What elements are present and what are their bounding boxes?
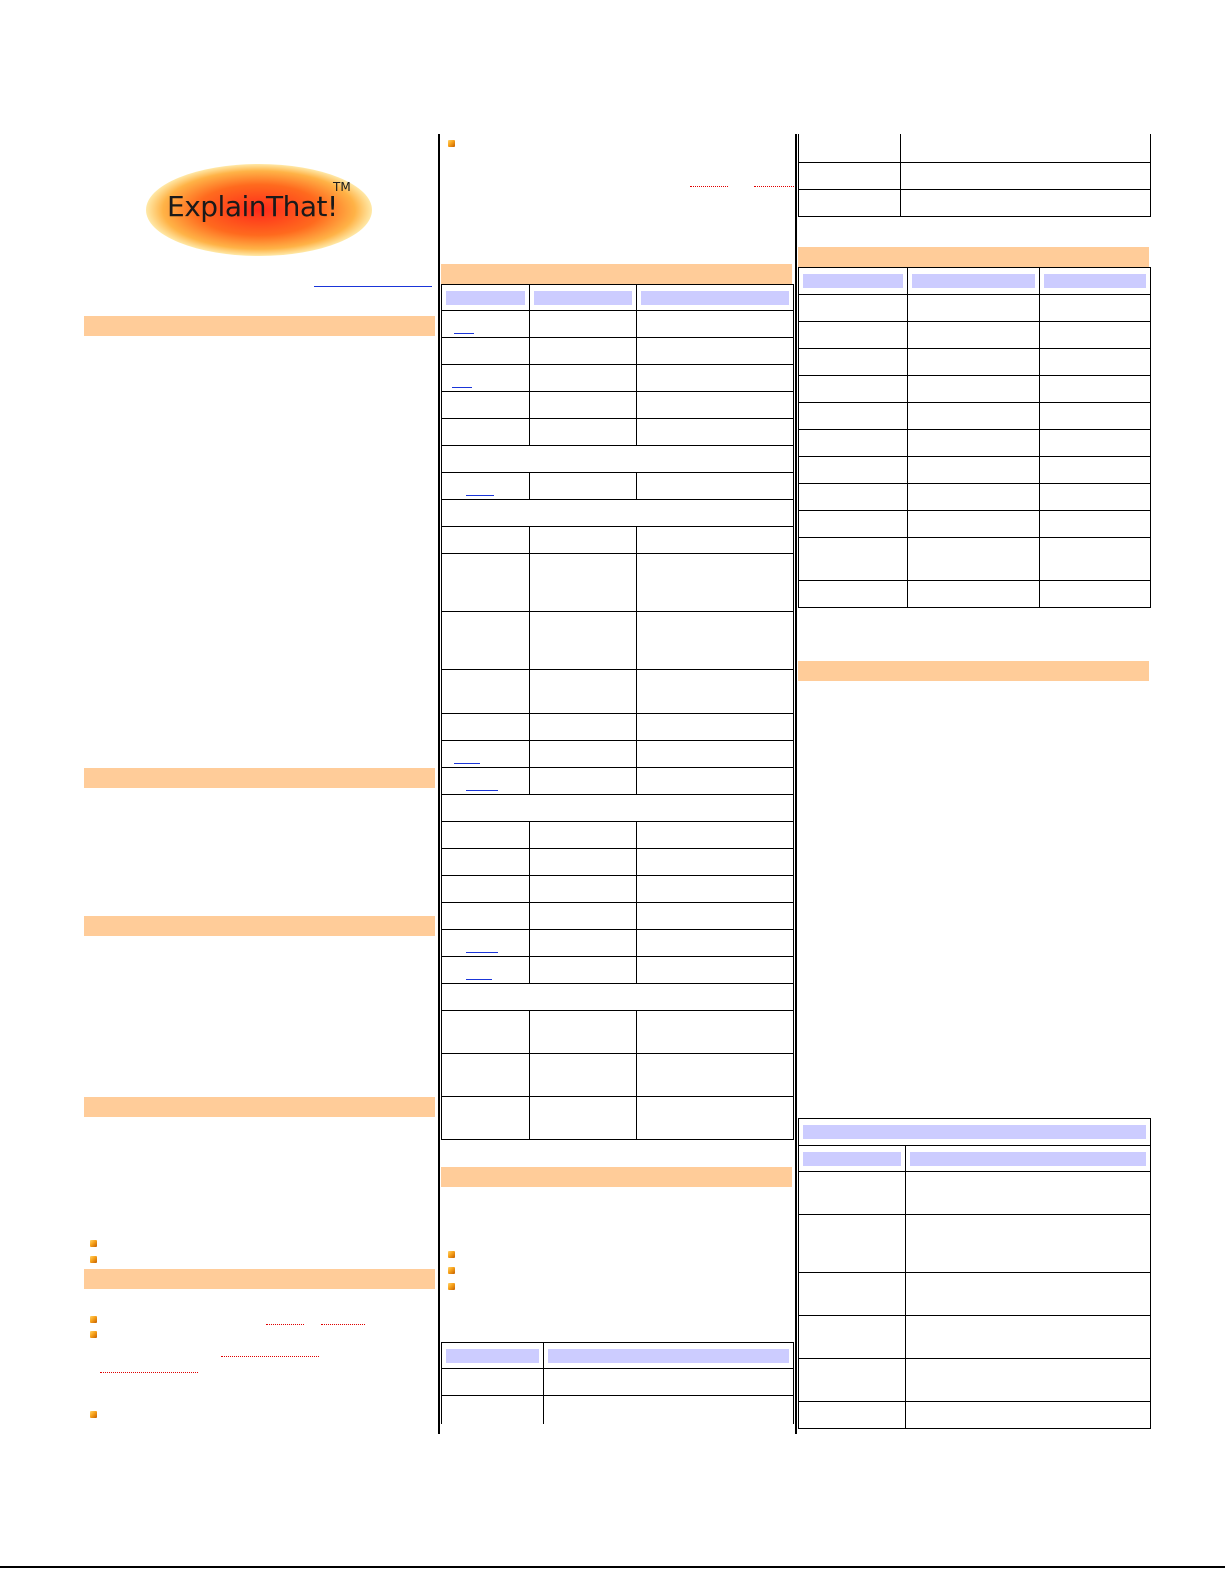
list-bullet — [90, 1411, 97, 1418]
table-row — [442, 527, 794, 554]
section-band-1 — [84, 316, 435, 336]
table-link[interactable] — [454, 755, 480, 764]
table-header-cell — [799, 1146, 906, 1172]
table-row — [442, 392, 794, 419]
table-row — [799, 1316, 1151, 1359]
table-row — [442, 876, 794, 903]
table-header-cell — [544, 1343, 794, 1369]
table-row — [799, 322, 1151, 349]
table-row — [442, 365, 794, 392]
table-row — [442, 338, 794, 365]
table-row — [799, 134, 1151, 162]
table-link[interactable] — [466, 782, 498, 791]
table-row — [799, 1402, 1151, 1429]
table-row — [799, 1172, 1151, 1215]
table-row — [442, 1396, 794, 1424]
table-row — [442, 670, 794, 714]
broken-link[interactable] — [266, 1324, 304, 1325]
table-link[interactable] — [452, 379, 472, 388]
broken-link[interactable] — [754, 186, 794, 187]
table-header-cell — [442, 1343, 544, 1369]
list-bullet — [90, 1331, 97, 1338]
section-band-3 — [84, 916, 435, 936]
table-row — [799, 484, 1151, 511]
broken-link[interactable] — [221, 1356, 319, 1357]
table-link[interactable] — [466, 971, 492, 980]
table-row — [442, 768, 794, 795]
data-table-right-bottom — [798, 1118, 1151, 1429]
table-row — [442, 714, 794, 741]
data-table-main — [441, 284, 794, 1140]
table-row — [442, 554, 794, 612]
table-row — [799, 1215, 1151, 1273]
list-bullet — [90, 1256, 97, 1263]
table-header-cell — [637, 285, 794, 311]
section-band-4 — [84, 1097, 435, 1117]
table-link[interactable] — [454, 325, 474, 334]
table-row — [442, 957, 794, 984]
header-link[interactable] — [314, 286, 432, 287]
section-band-5 — [84, 1269, 435, 1289]
section-band-right-2 — [798, 661, 1149, 681]
table-row — [442, 612, 794, 670]
logo[interactable] — [145, 160, 373, 256]
logo-text: ExplainThat! — [167, 190, 338, 223]
section-band-middle-lower — [441, 1167, 792, 1187]
table-row — [799, 403, 1151, 430]
table-row — [799, 457, 1151, 484]
table-row — [799, 1359, 1151, 1402]
data-table-right-top — [798, 134, 1151, 217]
column-divider-right — [795, 134, 797, 1434]
table-row — [799, 581, 1151, 608]
logo-trademark: TM — [333, 180, 351, 194]
section-band-right-1 — [798, 247, 1149, 267]
section-band-2 — [84, 768, 435, 788]
table-row — [442, 446, 794, 473]
table-row — [442, 849, 794, 876]
table-header-cell — [906, 1146, 1151, 1172]
table-row — [442, 1097, 794, 1140]
table-row — [799, 1273, 1151, 1316]
table-row — [442, 741, 794, 768]
table-header-cell — [530, 285, 637, 311]
table-row — [799, 295, 1151, 322]
table-row — [442, 984, 794, 1011]
table-row — [799, 538, 1151, 581]
page-bottom-rule — [0, 1566, 1225, 1568]
table-row — [799, 376, 1151, 403]
table-row — [799, 162, 1151, 189]
table-header-cell — [908, 268, 1040, 295]
table-row — [799, 430, 1151, 457]
table-row — [442, 903, 794, 930]
table-row — [442, 311, 794, 338]
table-row — [442, 473, 794, 500]
section-band-table — [441, 264, 792, 284]
table-row — [442, 795, 794, 822]
table-row — [799, 189, 1151, 216]
table-row — [442, 500, 794, 527]
table-row — [799, 349, 1151, 376]
table-row — [442, 1369, 794, 1396]
list-bullet — [448, 1283, 455, 1290]
table-row — [442, 930, 794, 957]
data-table-right-middle — [798, 267, 1151, 608]
table-header-cell — [1040, 268, 1151, 295]
list-bullet — [90, 1240, 97, 1247]
broken-link[interactable] — [321, 1324, 365, 1325]
table-caption-cell — [799, 1119, 1151, 1146]
column-divider-left — [438, 134, 440, 1434]
table-header-cell — [442, 285, 530, 311]
table-header-cell — [799, 268, 908, 295]
list-bullet — [90, 1316, 97, 1323]
list-bullet — [448, 1251, 455, 1258]
table-link[interactable] — [466, 944, 498, 953]
list-bullet — [448, 140, 455, 147]
table-row — [442, 419, 794, 446]
table-row — [442, 1054, 794, 1097]
table-row — [442, 822, 794, 849]
table-row — [799, 511, 1151, 538]
broken-link[interactable] — [100, 1372, 198, 1373]
table-link[interactable] — [466, 487, 494, 496]
list-bullet — [448, 1267, 455, 1274]
table-row — [442, 1011, 794, 1054]
data-table-middle-small — [441, 1342, 794, 1424]
broken-link[interactable] — [690, 186, 728, 187]
